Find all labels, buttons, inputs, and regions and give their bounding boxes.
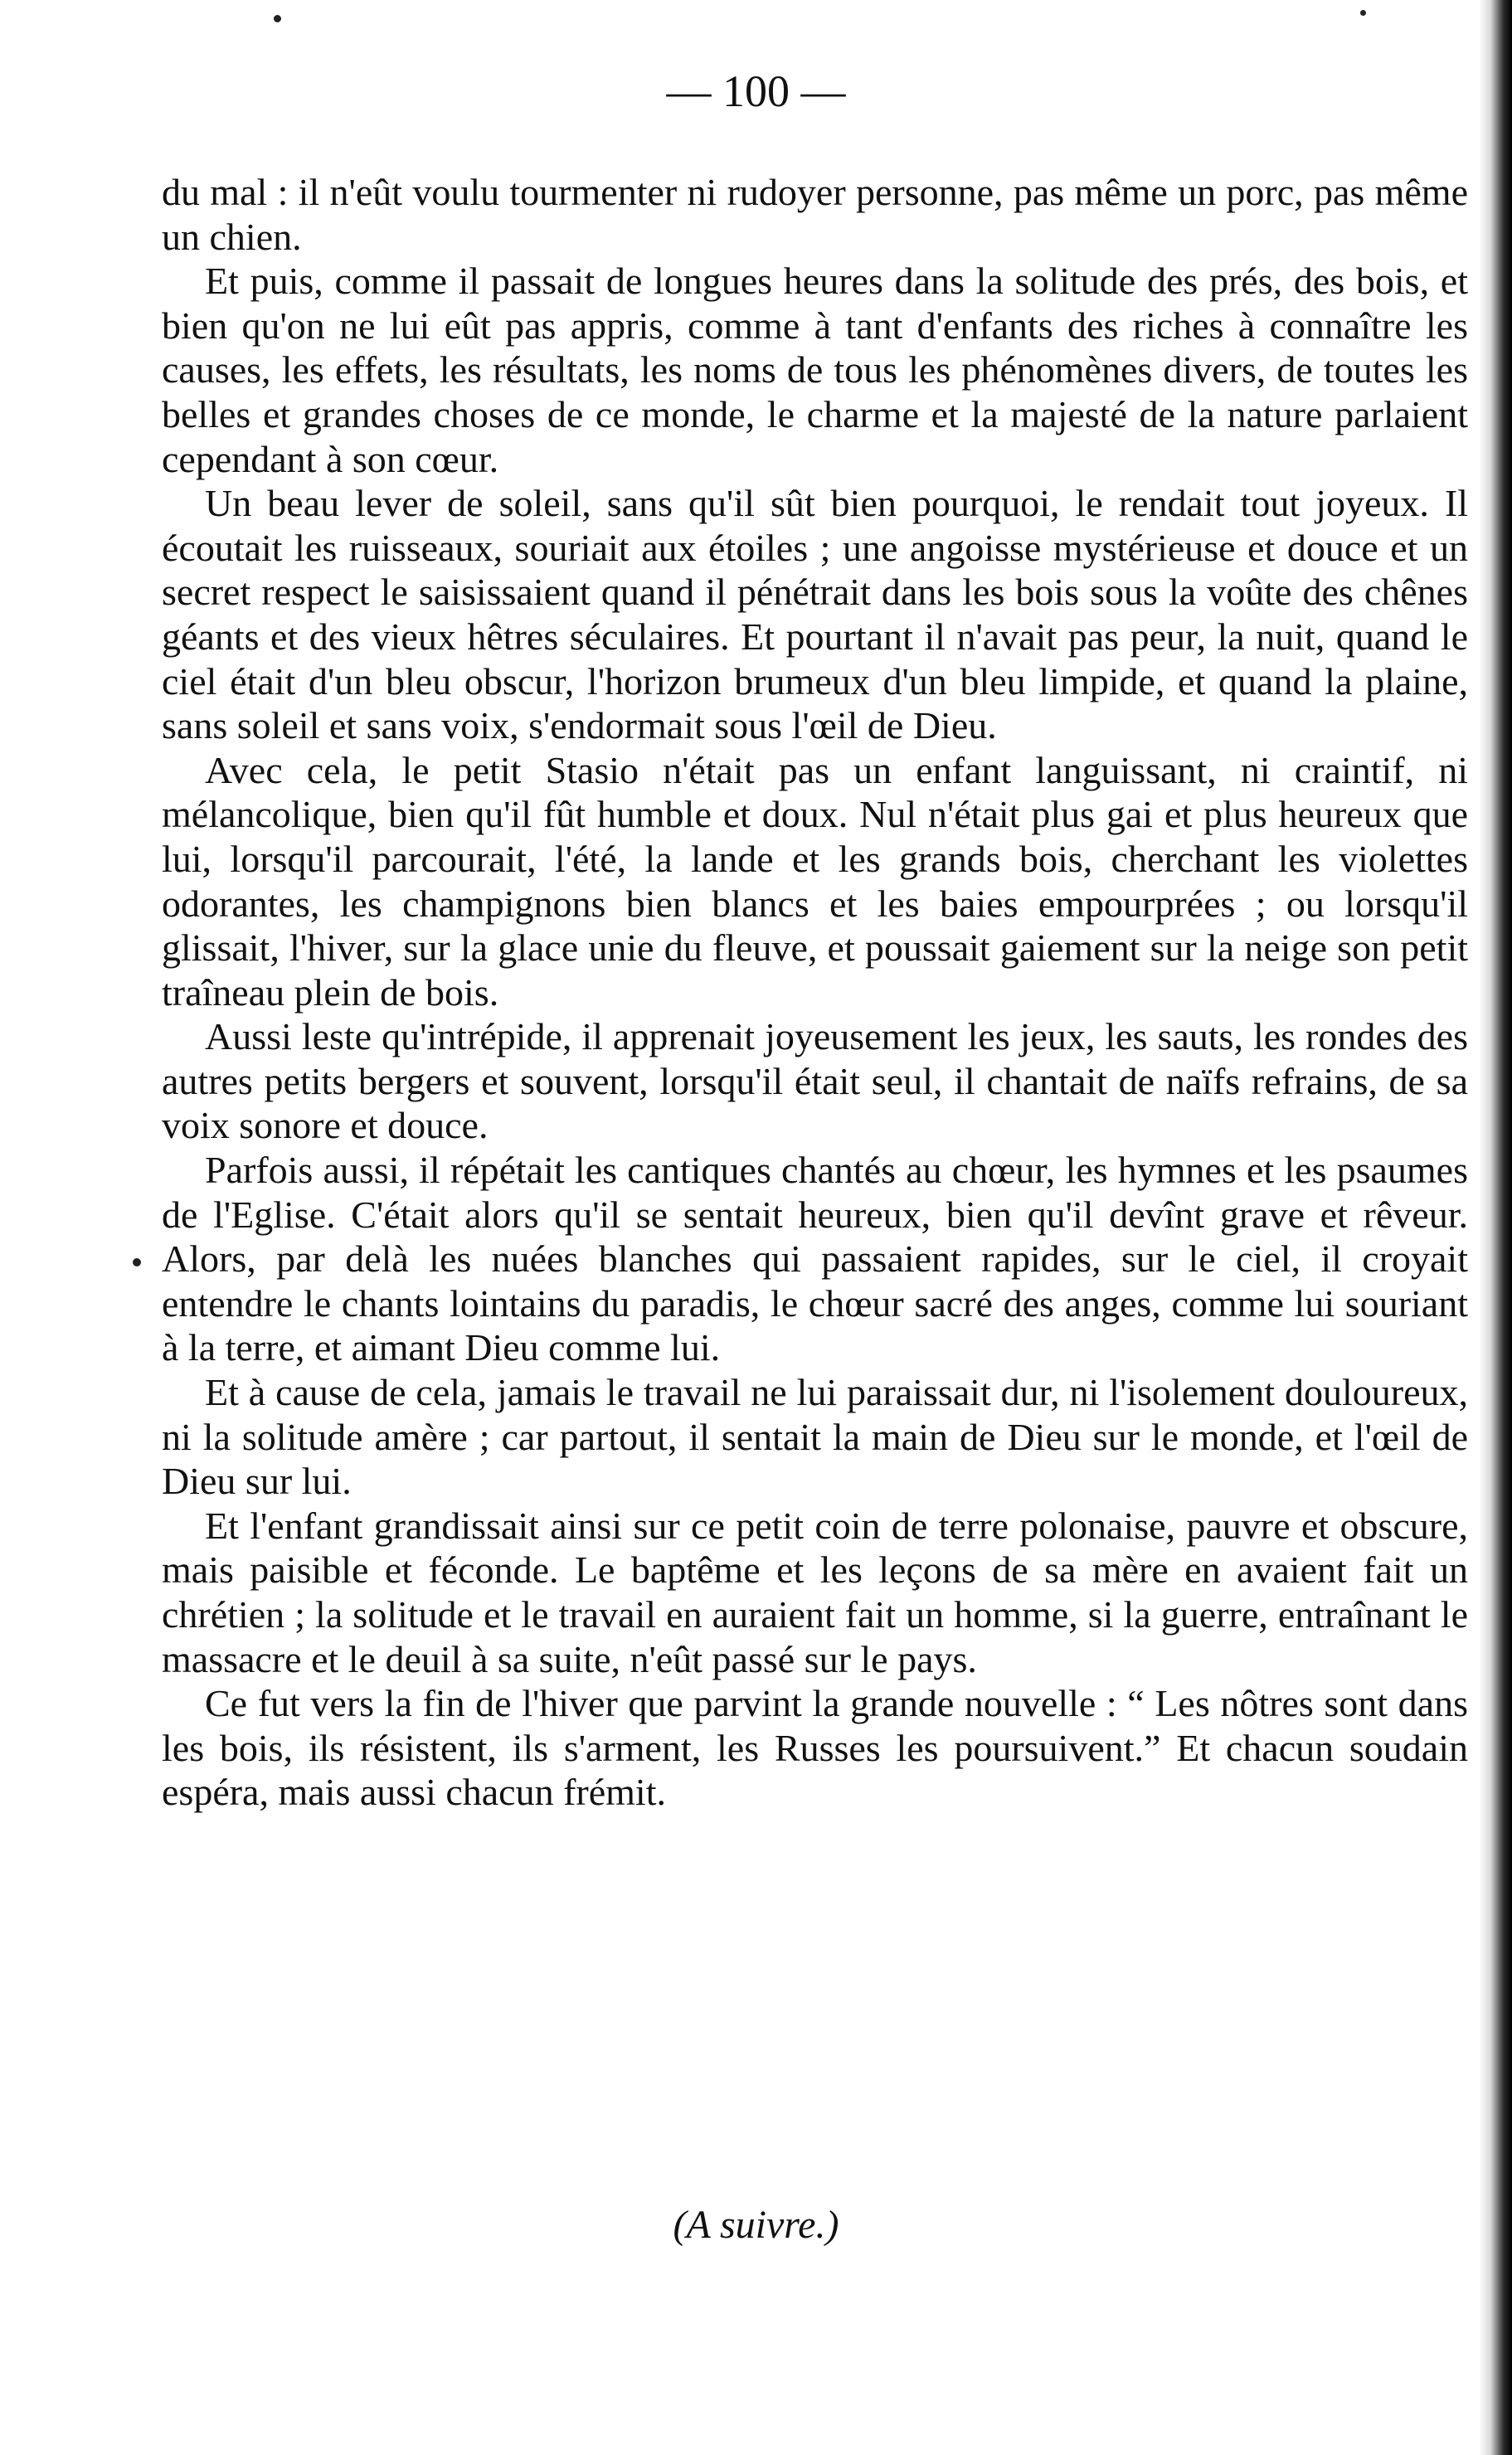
paragraph: du mal : il n'eût voulu tourmenter ni rudoyer personne, pas même un porc, pas même un chien. (162, 171, 1468, 258)
ink-speck (274, 15, 281, 22)
paragraph: Et puis, comme il passait de longues heures dans la solitude des prés, des bois, et bien qu'on ne lui eût pas appris, comme à tant d'enfants des riches à connaître les causes, les effets, les résultats, les noms de tous les phénomènes divers, de toutes les belles et grandes choses de ce monde, le charme et la majesté de la nature parlaient cependant à son cœur. (162, 260, 1468, 480)
paragraph: Et l'enfant grandissait ainsi sur ce petit coin de terre polonaise, pauvre et obscure, mais paisible et féconde. Le baptême et les leçons de sa mère en avaient fait un chrétien ; la solitude et le travail en auraient fait un homme, si la guerre, entraînant le massacre et le deuil à sa suite, n'eût passé sur le pays. (162, 1504, 1468, 1680)
paragraph: Avec cela, le petit Stasio n'était pas un enfant languissant, ni craintif, ni mélancolique, bien qu'il fût humble et doux. Nul n'était plus gai et plus heureux que lui, lorsqu'il parcourait, l'été, la lande et les grands bois, cherchant les violettes odorantes, les champignons bien blancs et les baies empourprées ; ou lorsqu'il glissait, l'hiver, sur la glace unie du fleuve, et poussait gaiement sur la neige son petit traîneau plein de bois. (162, 748, 1468, 1014)
page-binding-edge (1479, 0, 1512, 2455)
paragraph: Aussi leste qu'intrépide, il apprenait joyeusement les jeux, les sauts, les rondes des autres petits bergers et souvent, lorsqu'il était seul, il chantait de naïfs refrains, de sa voix sonore et douce. (162, 1015, 1468, 1147)
ink-speck (1360, 10, 1366, 16)
page-number: — 100 — (666, 66, 846, 116)
body-text (162, 170, 1468, 1815)
to-be-continued: (A suivre.) (673, 2203, 839, 2247)
paragraph: Ce fut vers la fin de l'hiver que parvint la grande nouvelle : “ Les nôtres sont dans les bois, ils résistent, ils s'arment, les Russes les poursuivent.” Et chacun soudain espéra, mais aussi chacun frémit. (162, 1682, 1468, 1814)
ink-speck (133, 1258, 141, 1266)
paragraph: Un beau lever de soleil, sans qu'il sût bien pourquoi, le rendait tout joyeux. Il écoutait les ruisseaux, souriait aux étoiles ; une angoisse mystérieuse et douce et un secret respect le saisissaient quand il pénétrait dans les bois sous la voûte des chênes géants et des vieux hêtres séculaires. Et pourtant il n'avait pas peur, la nuit, quand le ciel était d'un bleu obscur, l'horizon brumeux d'un bleu limpide, et quand la plaine, sans soleil et sans voix, s'endormait sous l'œil de Dieu. (162, 482, 1468, 747)
paragraph: Parfois aussi, il répétait les cantiques chantés au chœur, les hymnes et les psaumes de l'Eglise. C'était alors qu'il se sentait heureux, bien qu'il devînt grave et rêveur. Alors, par delà les nuées blanches qui passaient rapides, sur le ciel, il croyait entendre le chants lointains du paradis, le chœur sacré des anges, comme lui souriant à la terre, et aimant Dieu comme lui. (162, 1149, 1468, 1369)
paragraph: Et à cause de cela, jamais le travail ne lui paraissait dur, ni l'isolement douloureux, ni la solitude amère ; car partout, il sentait la main de Dieu sur le monde, et l'œil de Dieu sur lui. (162, 1371, 1468, 1503)
